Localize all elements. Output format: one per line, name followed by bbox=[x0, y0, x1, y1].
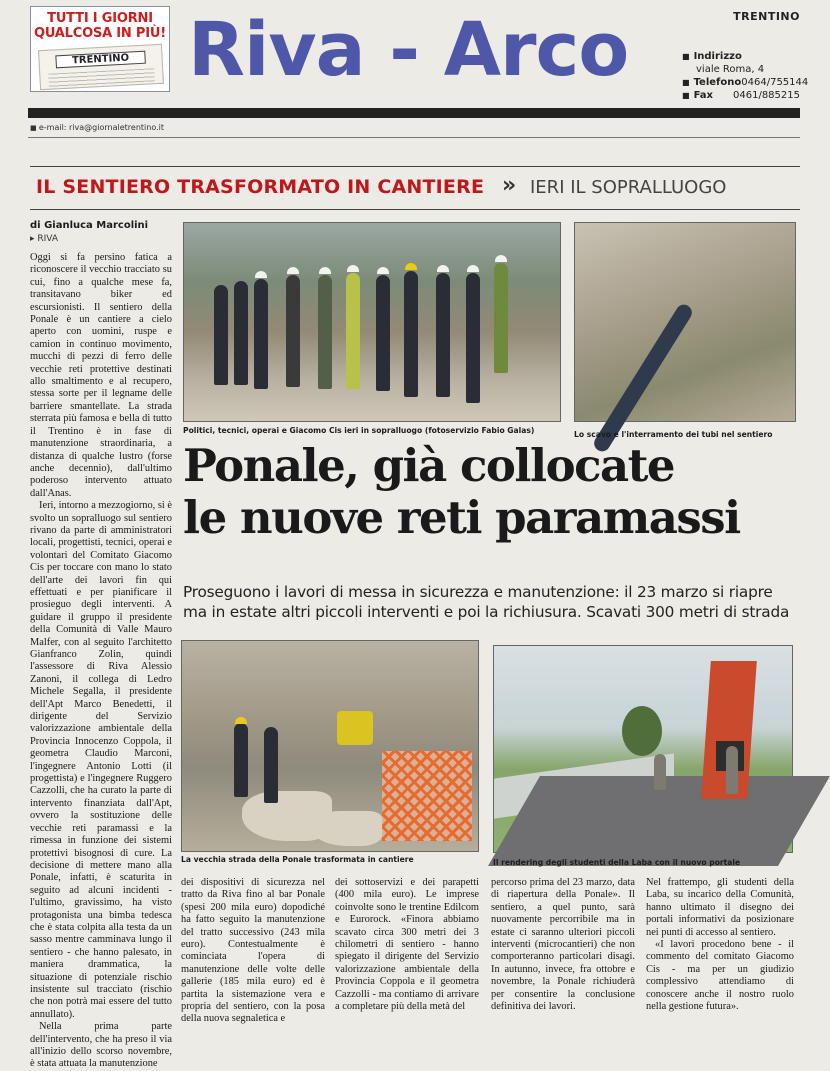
person-figure bbox=[346, 273, 360, 389]
helmet bbox=[347, 265, 359, 272]
kicker-arrow: » bbox=[502, 173, 517, 198]
header-thin-rule bbox=[28, 137, 800, 138]
paragraph: Nel frattempo, gli studenti della Laba, su incarico della Comunità, hanno ultimato il disegno dei portali informativi da posizionare nei punti di accesso al sentiero. bbox=[646, 877, 794, 938]
helmet bbox=[287, 267, 299, 274]
trench-photo bbox=[574, 222, 796, 422]
article-column-5 bbox=[646, 877, 794, 1027]
person-figure bbox=[318, 275, 332, 389]
article-column-4 bbox=[491, 877, 635, 1027]
helmet bbox=[437, 265, 449, 272]
group-photo bbox=[183, 222, 561, 422]
person-figure bbox=[404, 271, 418, 397]
safety-fence bbox=[382, 751, 472, 841]
helmet bbox=[377, 267, 389, 274]
helmet bbox=[405, 263, 417, 270]
headline bbox=[183, 440, 795, 544]
subheadline: Proseguono i lavori di messa in sicurezza e manutenzione: il 23 marzo si riapre ma in estate altri piccoli interventi e poi la richiusura. Scavati 300 metri di strada bbox=[183, 583, 790, 621]
person-figure bbox=[234, 281, 248, 385]
article-column-1 bbox=[30, 252, 173, 1070]
article-column-3 bbox=[335, 877, 479, 1027]
worker-figure bbox=[264, 727, 278, 803]
byline: di Gianluca Marcolini bbox=[30, 220, 149, 231]
newspaper-illustration bbox=[38, 44, 164, 90]
section-masthead: Riva - Arco bbox=[188, 7, 629, 93]
rendering-tree bbox=[622, 706, 662, 756]
fax-value: 0461/885215 bbox=[733, 90, 800, 101]
headline-line-1: Ponale, già collocate bbox=[183, 439, 675, 492]
paragraph: dei sottoservizi e dei parapetti (400 mila euro). Le imprese coinvolte sono le trentine Edilcom e Eurorock. «Finora abbiamo scavato circa 300 metri dei 3 chilometri di sentiero - hanno spiegato il dirigente del Servizio valorizzazione ambientale della Provincia Coppola e il geometra Cazzolli - ma contiamo di arrivare a completare più della metà del bbox=[335, 877, 479, 1013]
worker-figure bbox=[234, 723, 248, 797]
kicker-subtitle: IERI IL SOPRALLUOGO bbox=[530, 177, 727, 198]
photo-caption: Il rendering degli studenti della Laba con il nuovo portale bbox=[493, 858, 741, 867]
paragraph: dei dispositivi di sicurezza nel tratto da Riva fino al bar Ponale (spesi 200 mila euro) dopodiché ha fatto seguito la manutenzione del tratto successivo (243 mila euro). Contestualmente è cominciata l'opera di manutenzione delle volte delle gallerie (185 mila euro) ed è partita la sistemazione vera e propria del sentiero, con la posa della nuova segnaletica e bbox=[181, 877, 325, 1025]
promo-line-2: QUALCOSA IN PIÙ! bbox=[34, 26, 166, 41]
person-figure bbox=[286, 275, 300, 387]
person-figure bbox=[654, 754, 666, 790]
paragraph: Oggi si fa persino fatica a riconoscere il vecchio tracciato su cui, fino a qualche mese fa, transitavano biker ed escursionisti. Il sentiero della Ponale è un cantiere a cielo aperto con uomini, ruspe e camion in continuo movimento, mucchi di pezzi di ferro delle vecchie reti protettive destinati allo smaltimento e al recupero, stessa sorte per il legname delle barriere smantellate. La strada sterrata più famosa e bella di tutto il Trentino è in fase di manutenzione straordinaria, a distanza di qualche lustro (forse anche decennio), dall'ultimo poderoso intervento attuato dall'Anas. bbox=[30, 252, 172, 499]
fax-label: ■ Fax bbox=[682, 89, 713, 102]
promo-paper-title: TRENTINO bbox=[55, 51, 146, 69]
promo-line-1: TUTTI I GIORNI bbox=[47, 11, 153, 26]
kicker-title: IL SENTIERO TRASFORMATO IN CANTIERE bbox=[36, 176, 485, 198]
person-figure bbox=[436, 273, 450, 397]
promo-box bbox=[30, 6, 170, 92]
paragraph: Ieri, intorno a mezzogiorno, si è svolto un sopralluogo sul sentiero rivano da parte di amministratori locali, progettisti, tecnici, operai e volontari del Comitato Giacomo Cis per toccare con mano lo stato dell'arte dei lavori fin qui effettuati e per pianificare il prosieguo degli interventi. A guidare il gruppo il presidente della Comunità di Valle Mauro Malfer, con al seguito l'architetto Gianfranco Zolin, quindi l'assessore di Riva Alessio Zanoni, il collega di Ledro Michele Segalla, il presidente dell'Apt Marco Benedetti, il dirigente del Servizio valorizzazione ambientale della Provincia Innocenzo Coppola, il geometra Claudio Marconi, l'ingegnere Antonio Lotti (il progettista) e l'ingegnere Ruggero Cazzolli, che ha curato la parte di intervento finanziata dall'Apt, ovvero la sostituzione delle vecchie reti paramassi e la rimessa in funzione dei sistemi protettivi bisognosi di cure. La decisione di mettere mano alla Ponale, infatti, è scaturita in seguito ad alcuni incidenti - l'ultimo, gravissimo, ha visto protagonista una bimba tedesca che è stata colpita alla testa da un sasso mentre camminava lungo il sentiero - che hanno palesato, in maniera drammatica, la situazione di potenziale rischio insistente sul tracciato (rischio che non potrà mai essere del tutto annullato). bbox=[30, 500, 173, 1020]
person-figure bbox=[214, 285, 228, 385]
address-label: ■ Indirizzo bbox=[682, 50, 742, 63]
helmet bbox=[495, 255, 507, 262]
rendering-image bbox=[493, 645, 793, 853]
contact-box bbox=[682, 50, 809, 102]
article-column-2 bbox=[181, 877, 325, 1027]
photo-caption: Lo scavo e l'interramento dei tubi nel sentiero bbox=[574, 430, 773, 439]
phone-value: 0464/755144 bbox=[741, 77, 809, 88]
helmet bbox=[255, 271, 267, 278]
helmet bbox=[319, 267, 331, 274]
phone-label: ■ Telefono bbox=[682, 76, 741, 89]
helmet bbox=[467, 265, 479, 272]
construction-photo bbox=[181, 640, 479, 852]
rock-pile bbox=[312, 811, 382, 846]
person-figure bbox=[376, 275, 390, 391]
promo-paper-lines bbox=[48, 68, 155, 88]
person-figure bbox=[726, 746, 738, 794]
person-figure bbox=[494, 263, 508, 373]
header-rule bbox=[28, 108, 800, 118]
headline-line-2: le nuove reti paramassi bbox=[183, 491, 740, 544]
person-figure bbox=[466, 273, 480, 403]
paragraph: «I lavori procedono bene - il commento del comitato Giacomo Cis - ma per un giudizio complessivo attendiamo di conoscere anche il nostro ruolo nella gestione futura». bbox=[646, 939, 794, 1013]
person-figure bbox=[254, 279, 268, 389]
paragraph: percorso prima del 23 marzo, data di riapertura della Ponale». Il sentiero, a quel punto, sarà nuovamente percorribile ma in estate ci saranno ulteriori piccoli interventi (microcantieri) che non comporteranno particolari disagi. In autunno, invece, fra ottobre e novembre, la Ponale richiuderà per consentire la conclusione definitiva dei lavori. bbox=[491, 877, 635, 1013]
dateline-place: ▸ RIVA bbox=[30, 234, 58, 244]
address-value: viale Roma, 4 bbox=[696, 64, 765, 75]
photo-caption: Politici, tecnici, operai e Giacomo Cis ieri in sopralluogo (fotoservizio Fabio Galas) bbox=[183, 426, 535, 435]
helmet bbox=[235, 717, 247, 724]
edition-label: TRENTINO bbox=[733, 10, 800, 23]
kicker-bar bbox=[30, 166, 800, 210]
excavator bbox=[337, 711, 373, 745]
photo-caption: La vecchia strada della Ponale trasformata in cantiere bbox=[181, 855, 414, 864]
email-address: ■ e-mail: riva@giornaletrentino.it bbox=[30, 123, 164, 132]
paragraph: Nella prima parte dell'intervento, che ha preso il via all'inizio dello scorso novembre, è stata attuata la manutenzione bbox=[30, 1021, 172, 1070]
